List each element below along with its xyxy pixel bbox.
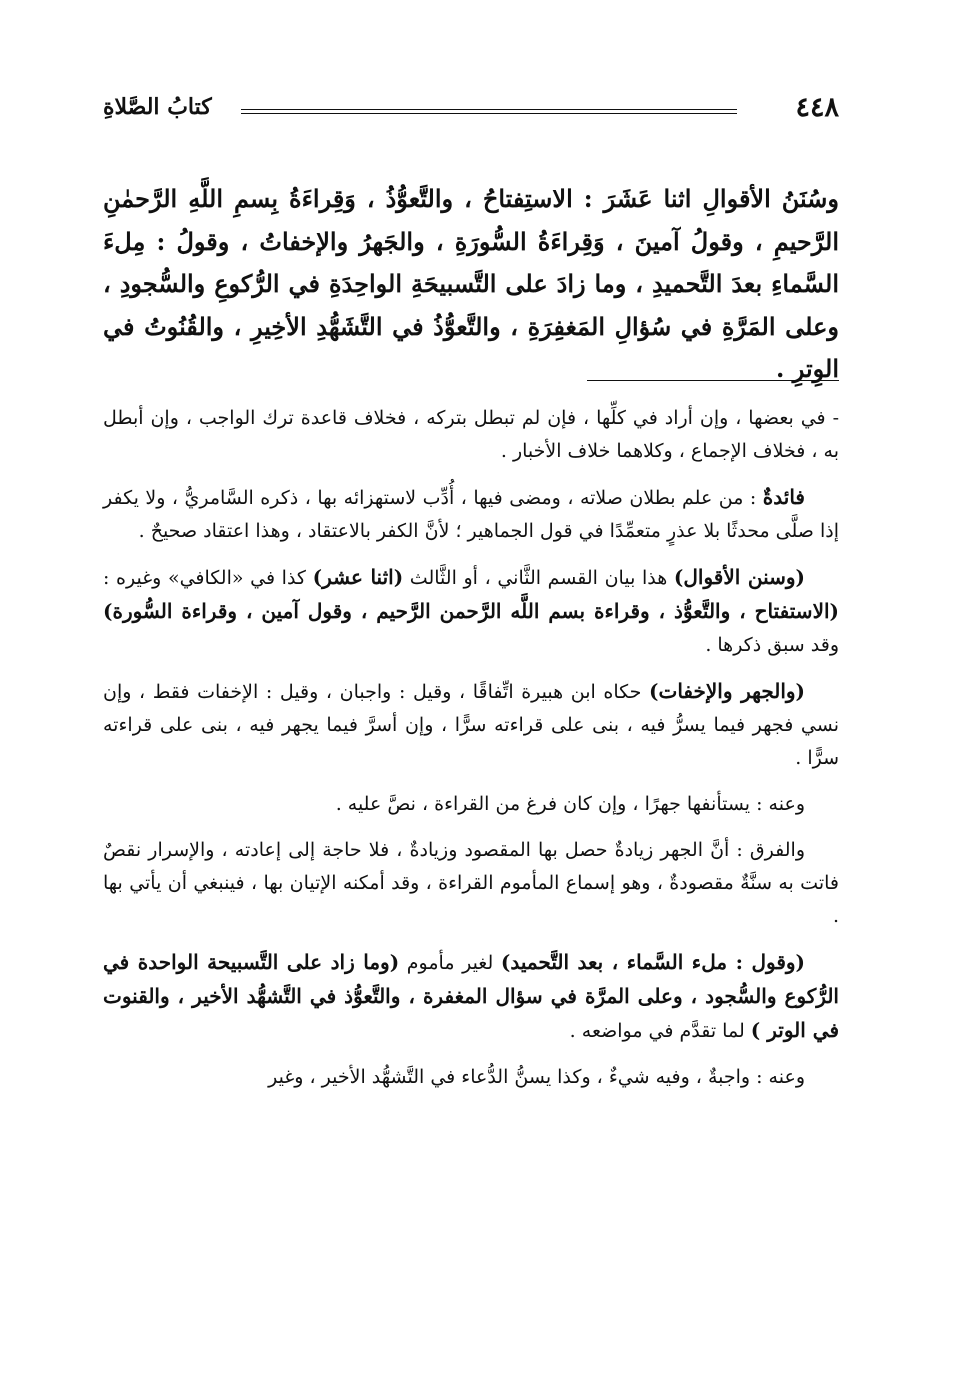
commentary-text: والفرق : أنَّ الجهر زيادةٌ حصل بها المقصود وزيادةٌ ، فلا حاجة إلى إعادته ، والإسرار نقصٌ فاتت به سنَّةٌ مقصودةٌ ، وهو إسماع المأموم القراءة ، وقد أمكنه الإتيان بها ، فينبغي أن يأتي بها .: [103, 839, 839, 927]
commentary-text: - في بعضها ، وإن أراد في كلِّها ، فإن لم تبطل بتركه ، فخلاف قاعدة ترك الواجب ، وإن أبطل به ، فخلاف الإجماع ، وكلاهما خلاف الأخبار .: [103, 407, 839, 462]
quoted-matn: (وقول : ملء السَّماء ، بعد التَّحميد): [500, 950, 806, 974]
page-header: [103, 92, 839, 128]
commentary-text: حكاه ابن هبيرة اتِّفاقًا ، وقيل : واجبان ، وقيل : الإخفات فقط ، وإن نسي فجهر فيما يسرُّ فيه ، بنى على قراءته سرًّا ، وإن أسرَّ فيما يجهر فيه ، بنى على قراءته سرًّا .: [103, 681, 839, 769]
quoted-matn: (اثنا عشر): [312, 565, 404, 589]
commentary-text: لما تقدَّم في مواضعه .: [569, 1020, 751, 1042]
quoted-matn: (والجهر والإخفات): [649, 679, 805, 703]
commentary-text: وقد سبق ذكرها .: [705, 634, 839, 656]
commentary-text: وعنه : يستأنفها جهرًا ، وإن كان فرغ من القراءة ، نصَّ عليه .: [335, 793, 805, 815]
commentary-text: : من علم بطلان صلاته ، ومضى فيها ، أُدِّب لاستهزائه بها ، ذكره السَّامريُّ ، ولا يكفر إذا صلَّى محدثًا بلا عذرٍ متعمِّدًا في قول الجماهير ؛ لأنَّ الكفر بالاعتقاد ، وهذا اعتقاد صحيحٌ .: [103, 487, 839, 542]
page-number: ٤٤٨: [795, 92, 839, 123]
commentary: [103, 402, 839, 1107]
header-rule: [241, 109, 737, 114]
commentary-paragraph-1: [103, 402, 839, 468]
highlight-term: فائدةٌ: [762, 485, 805, 509]
commentary-separator: [587, 380, 839, 381]
quoted-matn: (وسنن الأقوال): [673, 565, 806, 589]
commentary-paragraph-7: [103, 946, 839, 1048]
commentary-text: هذا بيان القسم الثَّاني ، أو الثَّالث: [403, 567, 674, 589]
commentary-text: لغير مأموم: [399, 952, 501, 974]
quoted-matn: (الاستفتاح ، والتَّعوُّذ ، وقراءة بسم اللَّه الرَّحمن الرَّحيم ، وقول آمين ، وقراءة السُّورة): [103, 599, 839, 623]
quoted-matn: (وما زاد على التَّسبيحة الواحدة في الرُّكوع والسُّجود ، وعلى المرَّة في سؤال المغفرة ، والتَّعوُّذ في التَّشهُّد الأخير ، والقنوت في الوتر ): [103, 950, 839, 1042]
commentary-paragraph-2: [103, 481, 839, 548]
commentary-paragraph-8: [103, 1061, 839, 1094]
commentary-paragraph-3: [103, 561, 839, 662]
commentary-paragraph-6: [103, 834, 839, 933]
commentary-paragraph-5: [103, 788, 839, 821]
commentary-paragraph-4: [103, 675, 839, 775]
commentary-text: كذا في «الكافي» وغيره :: [103, 567, 313, 589]
commentary-text: وعنه : واجبةٌ ، وفيه شيءٌ ، وكذا يسنُّ الدُّعاء في التَّشهُّد الأخير ، وغير: [268, 1066, 805, 1088]
running-title: كتابُ الصَّلاةِ: [103, 94, 212, 120]
main-text: وسُنَنُ الأقوالِ اثنا عَشَرَ : الاستِفتاحُ ، والتَّعوُّذُ ، وَقِراءَةُ بِسمِ اللَّهِ الرَّحمٰنِ الرَّحيمِ ، وقولُ آمينَ ، وَقِراءَةُ السُّورَةِ ، والجَهرُ والإخفاتُ ، وقولُ : مِلءَ السَّماءِ بعدَ التَّحميدِ ، وما زادَ على التَّسبيحَةِ الواحِدَةِ في الرُّكوعِ والسُّجودِ ، وعلى المَرَّةِ في سُؤالِ المَغفِرَةِ ، والتَّعوُّذُ في التَّشَهُّدِ الأخِيرِ ، والقُنُوتُ في الوِترِ .: [103, 184, 839, 383]
